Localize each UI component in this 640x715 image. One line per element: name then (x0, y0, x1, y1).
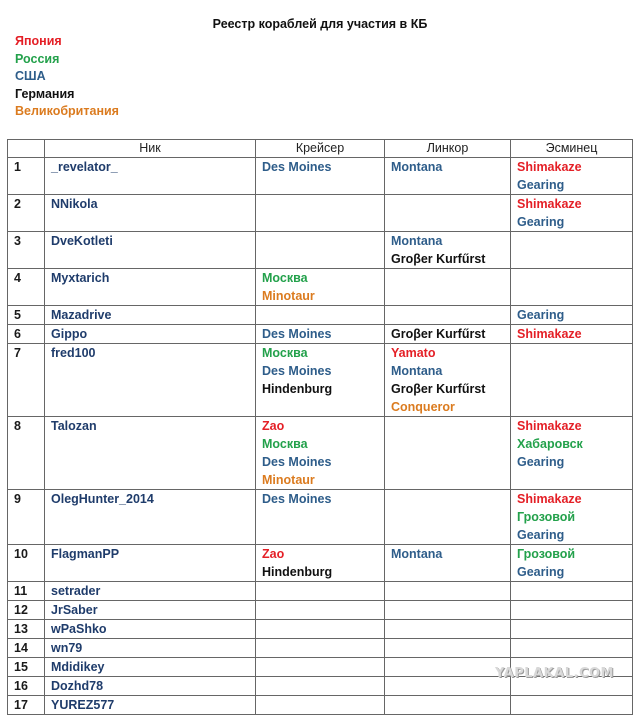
destroyer-cell (511, 232, 633, 269)
battleship-cell (385, 582, 511, 601)
destroyer-cell (511, 620, 633, 639)
destroyer-cell (511, 582, 633, 601)
row-number: 4 (8, 269, 45, 306)
ship-name: Montana (391, 364, 443, 378)
player-nick: fred100 (45, 344, 256, 417)
ship-name: Грозовой (517, 510, 576, 524)
ship-name: Minotaur (262, 289, 315, 303)
player-nick: FlagmanPP (45, 545, 256, 582)
row-number: 10 (8, 545, 45, 582)
destroyer-cell (511, 696, 633, 715)
row-number: 8 (8, 417, 45, 490)
table-row (8, 195, 633, 232)
cruiser-cell (256, 601, 385, 620)
ship-name: Montana (391, 234, 443, 248)
ship-name: Gearing (517, 178, 565, 192)
ship-name: Des Moines (262, 160, 332, 174)
legend-item-britain: Великобритания (15, 104, 119, 119)
table-row (8, 417, 633, 490)
row-number: 3 (8, 232, 45, 269)
table-row (8, 232, 633, 269)
row-number: 9 (8, 490, 45, 545)
ship-name: Gearing (517, 455, 565, 469)
row-number: 1 (8, 158, 45, 195)
battleship-cell (385, 696, 511, 715)
battleship-cell (385, 158, 511, 195)
battleship-cell (385, 325, 511, 344)
destroyer-cell (511, 545, 633, 582)
cruiser-cell (256, 545, 385, 582)
battleship-cell (385, 658, 511, 677)
destroyer-cell (511, 601, 633, 620)
site-watermark: YAPLAKAL.COM (495, 666, 614, 681)
cruiser-cell (256, 269, 385, 306)
cruiser-cell (256, 158, 385, 195)
legend-item-russia: Россия (15, 51, 60, 66)
ship-name: Montana (391, 547, 443, 561)
legend-item-japan: Япония (15, 34, 62, 48)
row-number: 17 (8, 696, 45, 715)
destroyer-cell (511, 490, 633, 545)
nation-legend (15, 33, 119, 121)
ship-name: Conqueror (391, 400, 455, 414)
player-nick: Gippo (45, 325, 256, 344)
battleship-cell (385, 601, 511, 620)
player-nick: Mdidikey (45, 658, 256, 677)
destroyer-cell (511, 344, 633, 417)
ship-name: Groβer Kurfűrst (391, 252, 486, 266)
ship-name: Hindenburg (262, 565, 333, 579)
battleship-cell (385, 232, 511, 269)
destroyer-cell (511, 269, 633, 306)
cruiser-cell (256, 639, 385, 658)
ship-name: Des Moines (262, 364, 332, 378)
cruiser-cell (256, 490, 385, 545)
header-nick: Ник (45, 140, 256, 158)
table-row (8, 545, 633, 582)
table-header-row (8, 140, 633, 158)
destroyer-cell (511, 417, 633, 490)
cruiser-cell (256, 696, 385, 715)
ship-name: Shimakaze (517, 419, 582, 433)
ship-registry-table (7, 139, 633, 715)
row-number: 7 (8, 344, 45, 417)
destroyer-cell (511, 325, 633, 344)
ship-name: Shimakaze (517, 197, 582, 211)
ship-name: Yamato (391, 346, 436, 360)
player-nick: JrSaber (45, 601, 256, 620)
ship-name: Groβer Kurfűrst (391, 382, 486, 396)
player-nick: Dozhd78 (45, 677, 256, 696)
player-nick: Myxtarich (45, 269, 256, 306)
battleship-cell (385, 545, 511, 582)
table-row (8, 158, 633, 195)
row-number: 5 (8, 306, 45, 325)
table-row (8, 325, 633, 344)
ship-name: Des Moines (262, 492, 332, 506)
battleship-cell (385, 490, 511, 545)
battleship-cell (385, 639, 511, 658)
battleship-cell (385, 620, 511, 639)
table-row (8, 620, 633, 639)
player-nick: OlegHunter_2014 (45, 490, 256, 545)
player-nick: NNikola (45, 195, 256, 232)
row-number: 6 (8, 325, 45, 344)
table-row (8, 696, 633, 715)
table-row (8, 269, 633, 306)
ship-name: Gearing (517, 528, 565, 542)
ship-name: Zao (262, 419, 285, 433)
row-number: 12 (8, 601, 45, 620)
destroyer-cell (511, 306, 633, 325)
cruiser-cell (256, 417, 385, 490)
battleship-cell (385, 344, 511, 417)
row-number: 14 (8, 639, 45, 658)
player-nick: _revelator_ (45, 158, 256, 195)
player-nick: DveKotleti (45, 232, 256, 269)
destroyer-cell (511, 639, 633, 658)
battleship-cell (385, 306, 511, 325)
destroyer-cell (511, 195, 633, 232)
player-nick: YUREZ577 (45, 696, 256, 715)
table-row (8, 306, 633, 325)
cruiser-cell (256, 344, 385, 417)
battleship-cell (385, 195, 511, 232)
ship-name: Хабаровск (517, 437, 583, 451)
cruiser-cell (256, 582, 385, 601)
row-number: 2 (8, 195, 45, 232)
cruiser-cell (256, 306, 385, 325)
ship-name: Groβer Kurfűrst (391, 327, 486, 341)
legend-item-germany: Германия (15, 86, 75, 101)
ship-name: Des Moines (262, 455, 332, 469)
row-number: 11 (8, 582, 45, 601)
table-row (8, 582, 633, 601)
ship-name: Montana (391, 160, 443, 174)
cruiser-cell (256, 677, 385, 696)
player-nick: Mazadrive (45, 306, 256, 325)
table-row (8, 490, 633, 545)
document-title: Реестр кораблей для участия в КБ (212, 17, 428, 31)
cruiser-cell (256, 658, 385, 677)
row-number: 16 (8, 677, 45, 696)
ship-name: Москва (262, 346, 308, 360)
player-nick: Talozan (45, 417, 256, 490)
battleship-cell (385, 417, 511, 490)
ship-name: Zao (262, 547, 285, 561)
legend-item-usa: США (15, 69, 46, 84)
header-destroyer: Эсминец (511, 140, 633, 158)
ship-name: Gearing (517, 565, 565, 579)
ship-name: Gearing (517, 308, 565, 322)
destroyer-cell (511, 158, 633, 195)
cruiser-cell (256, 232, 385, 269)
player-nick: setrader (45, 582, 256, 601)
table-body (8, 158, 633, 715)
ship-name: Minotaur (262, 473, 315, 487)
row-number: 13 (8, 620, 45, 639)
ship-name: Shimakaze (517, 327, 582, 341)
table-row (8, 344, 633, 417)
ship-name: Shimakaze (517, 160, 582, 174)
cruiser-cell (256, 195, 385, 232)
table-row (8, 639, 633, 658)
ship-name: Gearing (517, 215, 565, 229)
row-number: 15 (8, 658, 45, 677)
ship-name: Hindenburg (262, 382, 333, 396)
header-battleship: Линкор (385, 140, 511, 158)
player-nick: wPaShko (45, 620, 256, 639)
battleship-cell (385, 269, 511, 306)
table-row (8, 601, 633, 620)
header-number (8, 140, 45, 158)
ship-name: Москва (262, 271, 308, 285)
cruiser-cell (256, 620, 385, 639)
header-cruiser: Крейсер (256, 140, 385, 158)
battleship-cell (385, 677, 511, 696)
cruiser-cell (256, 325, 385, 344)
ship-name: Des Moines (262, 327, 332, 341)
ship-name: Shimakaze (517, 492, 582, 506)
ship-name: Москва (262, 437, 308, 451)
ship-name: Грозовой (517, 547, 576, 561)
player-nick: wn79 (45, 639, 256, 658)
